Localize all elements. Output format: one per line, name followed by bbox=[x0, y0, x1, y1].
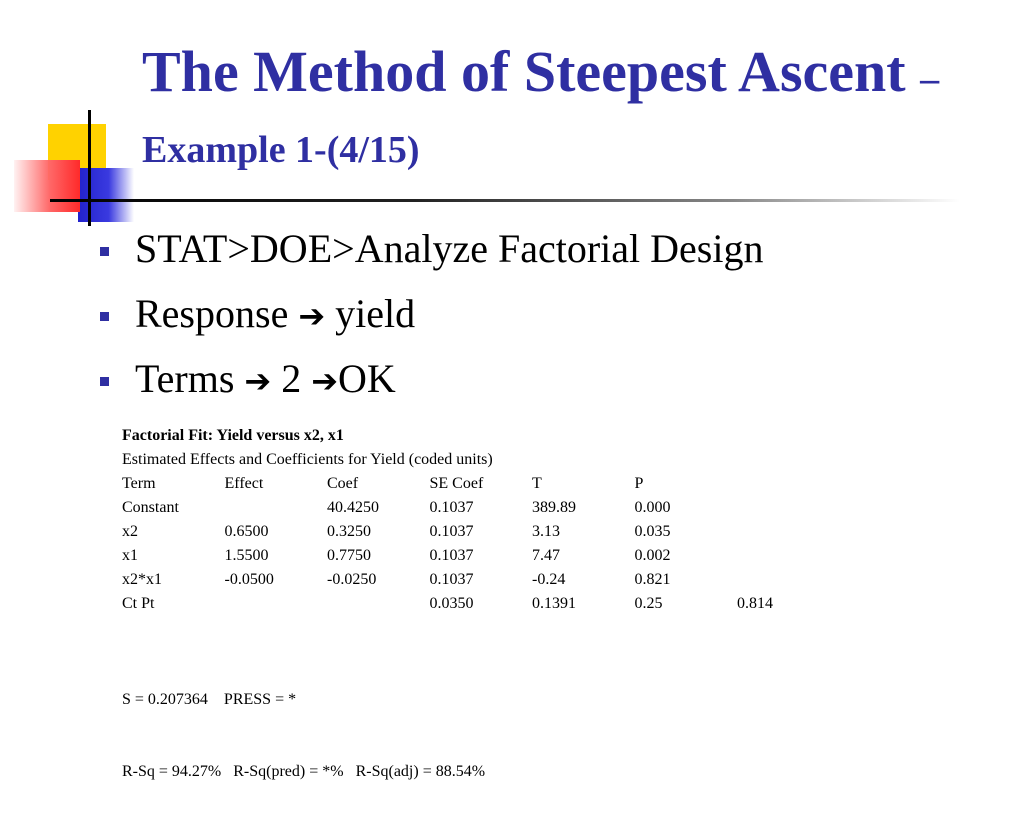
slide-title-main: The Method of Steepest Ascent bbox=[142, 39, 906, 104]
table-cell: 0.0350 bbox=[429, 595, 474, 612]
model-summary-line: R-Sq = 94.27% R-Sq(pred) = *% R-Sq(adj) = 88.54% bbox=[122, 763, 486, 780]
table-cell: 0.1037 bbox=[429, 571, 474, 588]
table-header-cell: P bbox=[634, 475, 644, 492]
table-header-cell: Term bbox=[122, 475, 156, 492]
table-row bbox=[122, 592, 840, 616]
table-cell: -0.24 bbox=[532, 571, 566, 588]
logo-red-square bbox=[14, 160, 80, 212]
bullet-square-icon bbox=[100, 312, 109, 321]
table-row bbox=[122, 520, 840, 544]
table-header-cell: Effect bbox=[224, 475, 264, 492]
logo-blue-square bbox=[78, 168, 134, 222]
table-cell: x2 bbox=[122, 523, 138, 540]
table-cell: 0.814 bbox=[737, 595, 773, 612]
table-cell: 389.89 bbox=[532, 499, 576, 516]
bullet-text: yield bbox=[335, 291, 416, 336]
bullet-square-icon bbox=[100, 247, 109, 256]
table-cell bbox=[737, 520, 840, 544]
table-cell: 0.25 bbox=[634, 595, 663, 612]
table-row bbox=[122, 496, 840, 520]
table-cell: 0.1037 bbox=[429, 547, 474, 564]
table-cell: Ct Pt bbox=[122, 595, 155, 612]
table-cell: 1.5500 bbox=[224, 547, 269, 564]
table-cell bbox=[737, 568, 840, 592]
table-header-cell: T bbox=[532, 475, 542, 492]
bullet-text: Terms bbox=[135, 356, 235, 401]
bullet-list bbox=[100, 222, 763, 417]
bullet-text: Response bbox=[135, 291, 289, 336]
logo-vertical-line bbox=[88, 110, 91, 226]
table-cell: 0.1037 bbox=[429, 523, 474, 540]
table-header-cell: Coef bbox=[327, 475, 359, 492]
output-heading: Factorial Fit: Yield versus x2, x1 bbox=[122, 427, 344, 444]
table-cell bbox=[737, 544, 840, 568]
title-underline bbox=[50, 199, 960, 202]
table-cell: -0.0500 bbox=[224, 571, 274, 588]
table-header-cell bbox=[737, 472, 840, 496]
table-cell: 0.002 bbox=[634, 547, 671, 564]
table-row bbox=[122, 568, 840, 592]
arrow-right-icon: ➔ bbox=[298, 297, 326, 335]
table-cell: 0.1037 bbox=[429, 499, 474, 516]
bullet-text: 2 bbox=[281, 356, 302, 401]
output-subheading: Estimated Effects and Coefficients for Yield (coded units) bbox=[122, 451, 493, 468]
table-cell: -0.0250 bbox=[327, 571, 377, 588]
table-row bbox=[122, 544, 840, 568]
table-header-row bbox=[122, 472, 840, 496]
bullet-item bbox=[100, 222, 763, 287]
table-cell: 7.47 bbox=[532, 547, 560, 564]
slide-title-sub: – Example 1-(4/15) bbox=[142, 58, 940, 171]
table-cell: 3.13 bbox=[532, 523, 560, 540]
table-cell: 0.035 bbox=[634, 523, 671, 540]
arrow-right-icon: ➔ bbox=[244, 362, 272, 400]
bullet-square-icon bbox=[100, 377, 109, 386]
table-cell: 0.1391 bbox=[532, 595, 576, 612]
table-cell: 0.821 bbox=[634, 571, 671, 588]
bullet-item bbox=[100, 287, 763, 352]
coefficients-table bbox=[122, 472, 840, 616]
table-cell: x1 bbox=[122, 547, 138, 564]
table-cell bbox=[737, 496, 840, 520]
factorial-fit-output bbox=[122, 424, 840, 832]
table-cell: 0.7750 bbox=[327, 547, 371, 564]
table-cell: Constant bbox=[122, 499, 179, 516]
model-summary-line: S = 0.207364 PRESS = * bbox=[122, 691, 297, 708]
table-cell: 0.3250 bbox=[327, 523, 371, 540]
bullet-text: STAT>DOE>Analyze Factorial Design bbox=[135, 226, 764, 271]
bullet-item bbox=[100, 352, 763, 417]
table-cell: x2*x1 bbox=[122, 571, 162, 588]
table-cell: 0.000 bbox=[634, 499, 671, 516]
table-header-cell: SE Coef bbox=[429, 475, 484, 492]
bullet-text: OK bbox=[338, 356, 396, 401]
table-cell bbox=[225, 496, 328, 520]
table-cell: 40.4250 bbox=[327, 499, 379, 516]
table-cell bbox=[327, 592, 430, 616]
slide-title bbox=[142, 40, 1002, 182]
arrow-right-icon: ➔ bbox=[311, 362, 339, 400]
model-summary bbox=[122, 640, 840, 832]
table-cell bbox=[225, 592, 328, 616]
table-cell: 0.6500 bbox=[224, 523, 269, 540]
